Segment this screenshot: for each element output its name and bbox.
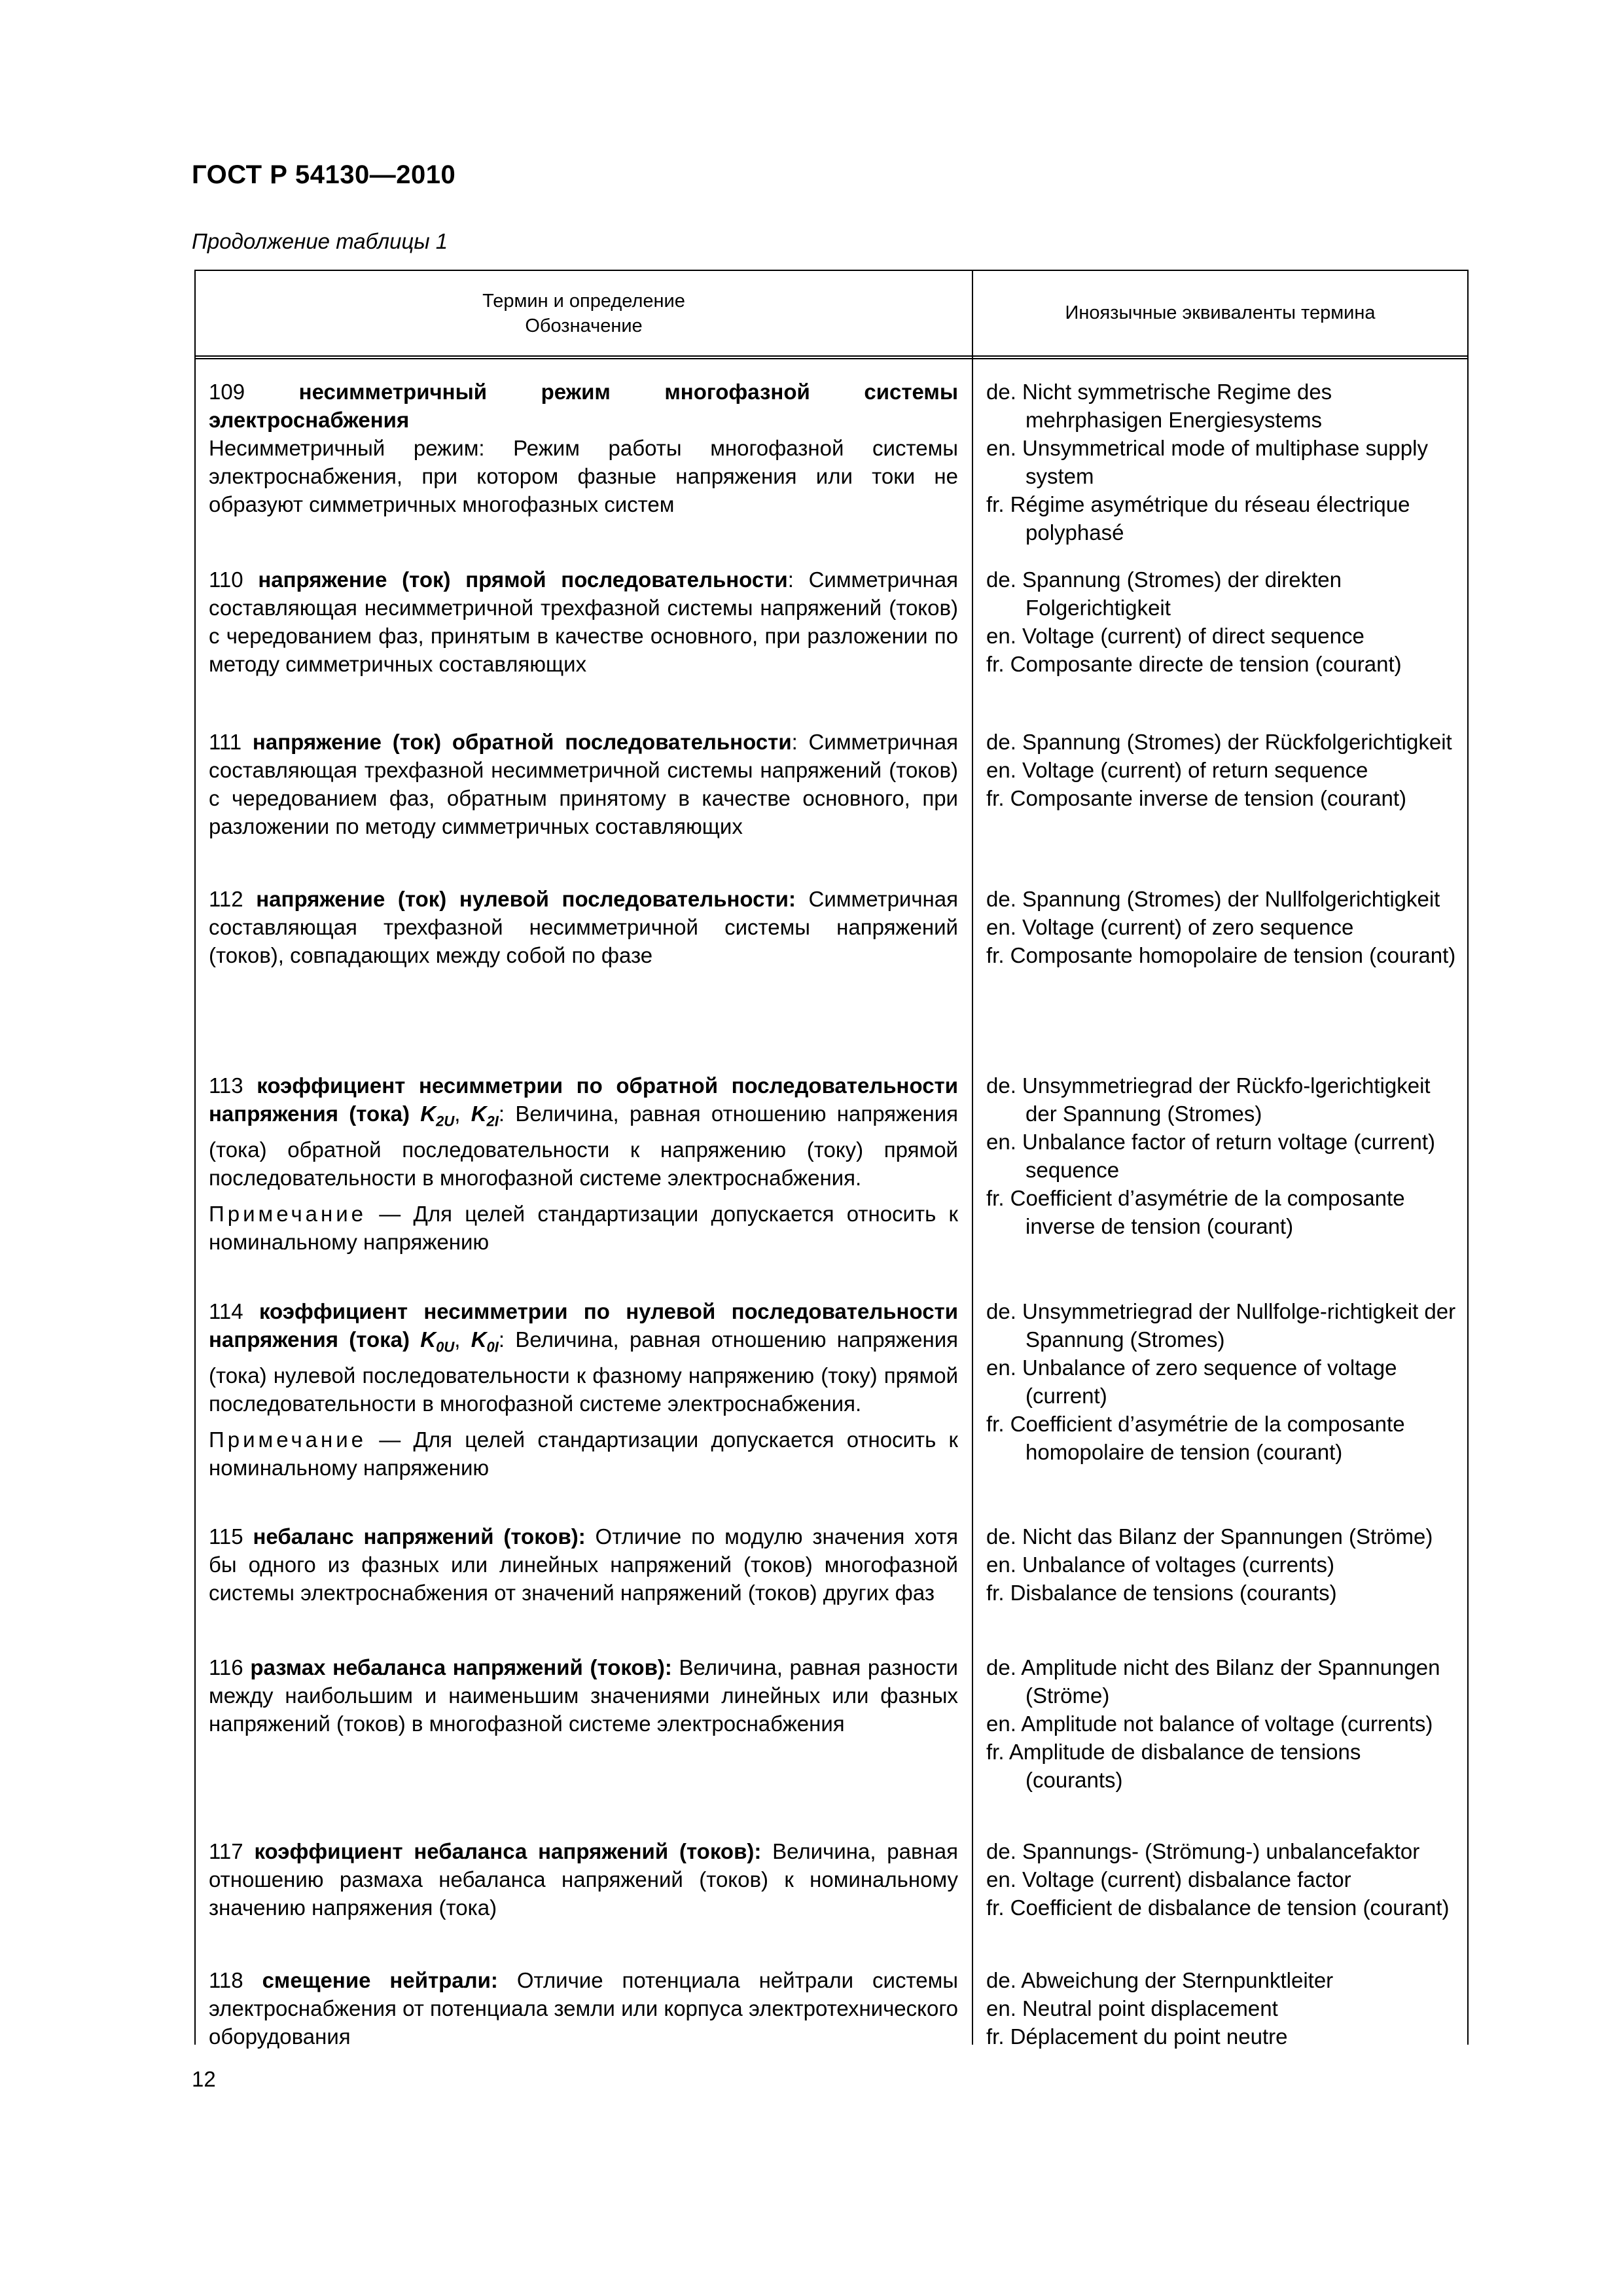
term-definition: Отличие потенциала нейтрали системы электроснабжения от потенциала земли или корпуса электротехнического оборудования [209, 1968, 958, 2049]
equivalent-de: de. Nicht das Bilanz der Spannungen (Ströme) [986, 1524, 1433, 1549]
term-note [209, 1426, 958, 1482]
document-title: ГОСТ Р 54130—2010 [192, 160, 456, 189]
equivalent-fr: fr. Coefficient de disbalance de tension (courant) [986, 1895, 1450, 1920]
equivalent-de: de. Unsymmetriegrad der Nullfolge-richtigkeit der Spannung (Stromes) [986, 1299, 1456, 1352]
term-number: 113 [209, 1073, 243, 1098]
equivalent-fr: fr. Amplitude de disbalance de tensions (courants) [986, 1740, 1361, 1792]
equivalent-de: de. Spannungs- (Strömung-) unbalancefaktor [986, 1839, 1420, 1863]
equivalents-cell [986, 1297, 1457, 1466]
term-definition-cell [209, 565, 958, 678]
equivalent-de: de. Spannung (Stromes) der direkten Folgerichtigkeit [986, 567, 1342, 620]
equivalents-cell [986, 1071, 1457, 1240]
note-text: — Для целей стандартизации допускается относить к номинальному напряжению [209, 1201, 958, 1254]
term-number: 118 [209, 1968, 243, 1992]
header-symbol-label: Обозначение [525, 315, 643, 336]
equivalent-de: de. Abweichung der Sternpunktleiter [986, 1968, 1334, 1992]
term-number: 114 [209, 1299, 243, 1323]
equivalent-en: en. Voltage (current) disbalance factor [986, 1867, 1351, 1892]
term-definition-cell [209, 728, 958, 840]
term-name: несимметричный режим многофазной системы электроснабжения [209, 380, 959, 432]
equivalents-cell [986, 1966, 1457, 2051]
equivalent-de: de. Spannung (Stromes) der Nullfolgerichtigkeit [986, 887, 1440, 911]
term-definition-cell [209, 1653, 958, 1738]
term-name: коэффициент несимметрии по нулевой последовательности напряжения (тока) [209, 1299, 958, 1352]
equivalent-en: en. Voltage (current) of return sequence [986, 758, 1368, 782]
equivalent-en: en. Unsymmetrical mode of multiphase supply system [986, 436, 1428, 488]
equivalent-fr: fr. Déplacement du point neutre [986, 2024, 1288, 2049]
term-name: напряжение (ток) нулевой последовательности: [256, 887, 796, 911]
equivalent-en: en. Voltage (current) of zero sequence [986, 915, 1354, 939]
term-number: 116 [209, 1655, 243, 1679]
equivalent-fr: fr. Coefficient d’asymétrie de la composante homopolaire de tension (courant) [986, 1412, 1405, 1464]
header-term-definition [196, 271, 972, 355]
term-definition-cell [209, 1522, 958, 1607]
equivalent-de: de. Amplitude nicht des Bilanz der Spannungen (Ströme) [986, 1655, 1440, 1708]
equivalent-fr: fr. Composante directe de tension (courant) [986, 652, 1402, 676]
symbol-k0i: $K_{0I}$ [471, 1327, 499, 1355]
term-name: коэффициент несимметрии по обратной последовательности напряжения (тока) [209, 1073, 959, 1126]
equivalent-fr: fr. Composante inverse de tension (courant) [986, 786, 1407, 810]
term-number: 110 [209, 567, 243, 592]
equivalents-cell [986, 1522, 1457, 1607]
term-name: напряжение (ток) прямой последовательности [258, 567, 788, 592]
equivalents-cell [986, 885, 1457, 969]
equivalent-fr: fr. Coefficient d’asymétrie de la composante inverse de tension (courant) [986, 1186, 1405, 1238]
term-name: небаланс напряжений (токов): [253, 1524, 586, 1549]
equivalent-en: en. Neutral point displacement [986, 1996, 1278, 2020]
term-number: 112 [209, 887, 243, 911]
term-definition: Симметричная составляющая трехфазной несимметричной системы напряжений (токов), совпадающих между собой по фазе [209, 887, 958, 967]
term-definition-cell [209, 378, 958, 518]
term-number: 111 [209, 730, 242, 754]
term-definition: : Величина, равная отношению напряжения (тока) обратной последовательности к напряжению (току) прямой последовательности в многофазной системе электроснабжения. [209, 1102, 958, 1190]
terms-table [194, 270, 1469, 2049]
note-label: Примечание [209, 1427, 367, 1452]
term-definition-cell [209, 1966, 958, 2051]
equivalents-cell [986, 565, 1457, 678]
column-divider [972, 271, 973, 2045]
equivalents-cell [986, 378, 1457, 547]
term-definition: Величина, равная отношению размаха небаланса напряжений (токов) к номинальному значению напряжения (тока) [209, 1839, 958, 1920]
term-definition: Отличие по модулю значения хотя бы одного из фазных или линейных напряжений (токов) многофазной системы электроснабжения от значений напряжений (токов) других фаз [209, 1524, 958, 1605]
term-number: 115 [209, 1524, 243, 1549]
term-definition: : Симметричная составляющая несимметричной трехфазной системы напряжений (токов) с чередованием фаз, принятым в качестве основного, при разложении по методу симметричных составляющих [209, 567, 959, 676]
term-number: 117 [209, 1839, 243, 1863]
term-definition: Величина, равная разности между наибольшим и наименьшим значениями линейных или фазных напряжений (токов) в многофазной системе электроснабжения [209, 1655, 958, 1736]
term-name: размах небаланса напряжений (токов): [250, 1655, 672, 1679]
note-label: Примечание [209, 1201, 367, 1226]
equivalent-de: de. Nicht symmetrische Regime des mehrphasigen Energiesystems [986, 380, 1332, 432]
equivalent-en: en. Amplitude not balance of voltage (currents) [986, 1712, 1433, 1736]
term-definition-cell: 113 коэффициент несимметрии по обратной последовательности напряжения (тока) $K_{2U}$, $K_{2I}$: Величина, равная отношению напряжения (тока) обратной последовательности к напряжению (току) прямой последовательности в многофазной системе электроснабжения. Примечание — Для целей стандартизации допускается относить к номинальному напряжению [209, 1071, 958, 1256]
table-header [196, 271, 1467, 359]
symbol-k0u: $K_{0U}$ [420, 1327, 455, 1355]
equivalent-de: de. Spannung (Stromes) der Rückfolgerichtigkeit [986, 730, 1452, 754]
table-caption: Продолжение таблицы 1 [192, 229, 448, 253]
header-term-label: Термин и определение [482, 290, 685, 312]
equivalents-cell [986, 728, 1457, 812]
term-definition-cell [209, 885, 958, 969]
equivalent-fr: fr. Disbalance de tensions (courants) [986, 1581, 1337, 1605]
term-definition: : Симметричная составляющая трехфазной несимметричной системы напряжений (токов) с чередованием фаз, обратным принятому в качестве основного, при разложении по методу симметричных составляющих [209, 730, 958, 838]
equivalent-en: en. Unbalance factor of return voltage (current) sequence [986, 1130, 1436, 1182]
term-name: коэффициент небаланса напряжений (токов): [254, 1839, 762, 1863]
equivalent-en: en. Voltage (current) of direct sequence [986, 624, 1364, 648]
term-name: смещение нейтрали: [262, 1968, 498, 1992]
equivalent-fr: fr. Composante homopolaire de tension (courant) [986, 943, 1456, 967]
symbol-k2u: $K_{2U}$ [420, 1102, 455, 1130]
term-definition-cell [209, 1837, 958, 1922]
page-number: 12 [192, 2067, 216, 2091]
term-note [209, 1200, 958, 1256]
equivalent-en: en. Unbalance of voltages (currents) [986, 1552, 1334, 1577]
equivalent-en: en. Unbalance of zero sequence of voltage (current) [986, 1355, 1397, 1408]
term-definition: Несимметричный режим: Режим работы многофазной системы электроснабжения, при котором фазные напряжения или токи не образуют симметричных многофазных систем [209, 436, 958, 516]
term-definition-cell: 114 коэффициент несимметрии по нулевой последовательности напряжения (тока) $K_{0U}$, $K_{0I}$: Величина, равная отношению напряжения (тока) нулевой последовательности к фазному напряжению (току) прямой последовательности в многофазной системе электроснабжения. Примечание — Для целей стандартизации допускается относить к номинальному напряжению [209, 1297, 958, 1482]
term-definition: : Величина, равная отношению напряжения (тока) нулевой последовательности к фазному напряжению (току) прямой последовательности в многофазной системе электроснабжения. [209, 1327, 958, 1416]
equivalents-cell [986, 1837, 1457, 1922]
equivalents-cell [986, 1653, 1457, 1794]
header-foreign-equivalents: Иноязычные эквиваленты термина [1065, 302, 1376, 323]
symbol-k2i: $K_{2I}$ [471, 1102, 499, 1130]
note-text: — Для целей стандартизации допускается относить к номинальному напряжению [209, 1427, 958, 1480]
equivalent-fr: fr. Régime asymétrique du réseau électrique polyphasé [986, 492, 1410, 545]
equivalent-de: de. Unsymmetriegrad der Rückfo-lgerichtigkeit der Spannung (Stromes) [986, 1073, 1431, 1126]
term-number: 109 [209, 380, 245, 404]
term-name: напряжение (ток) обратной последовательности [252, 730, 792, 754]
